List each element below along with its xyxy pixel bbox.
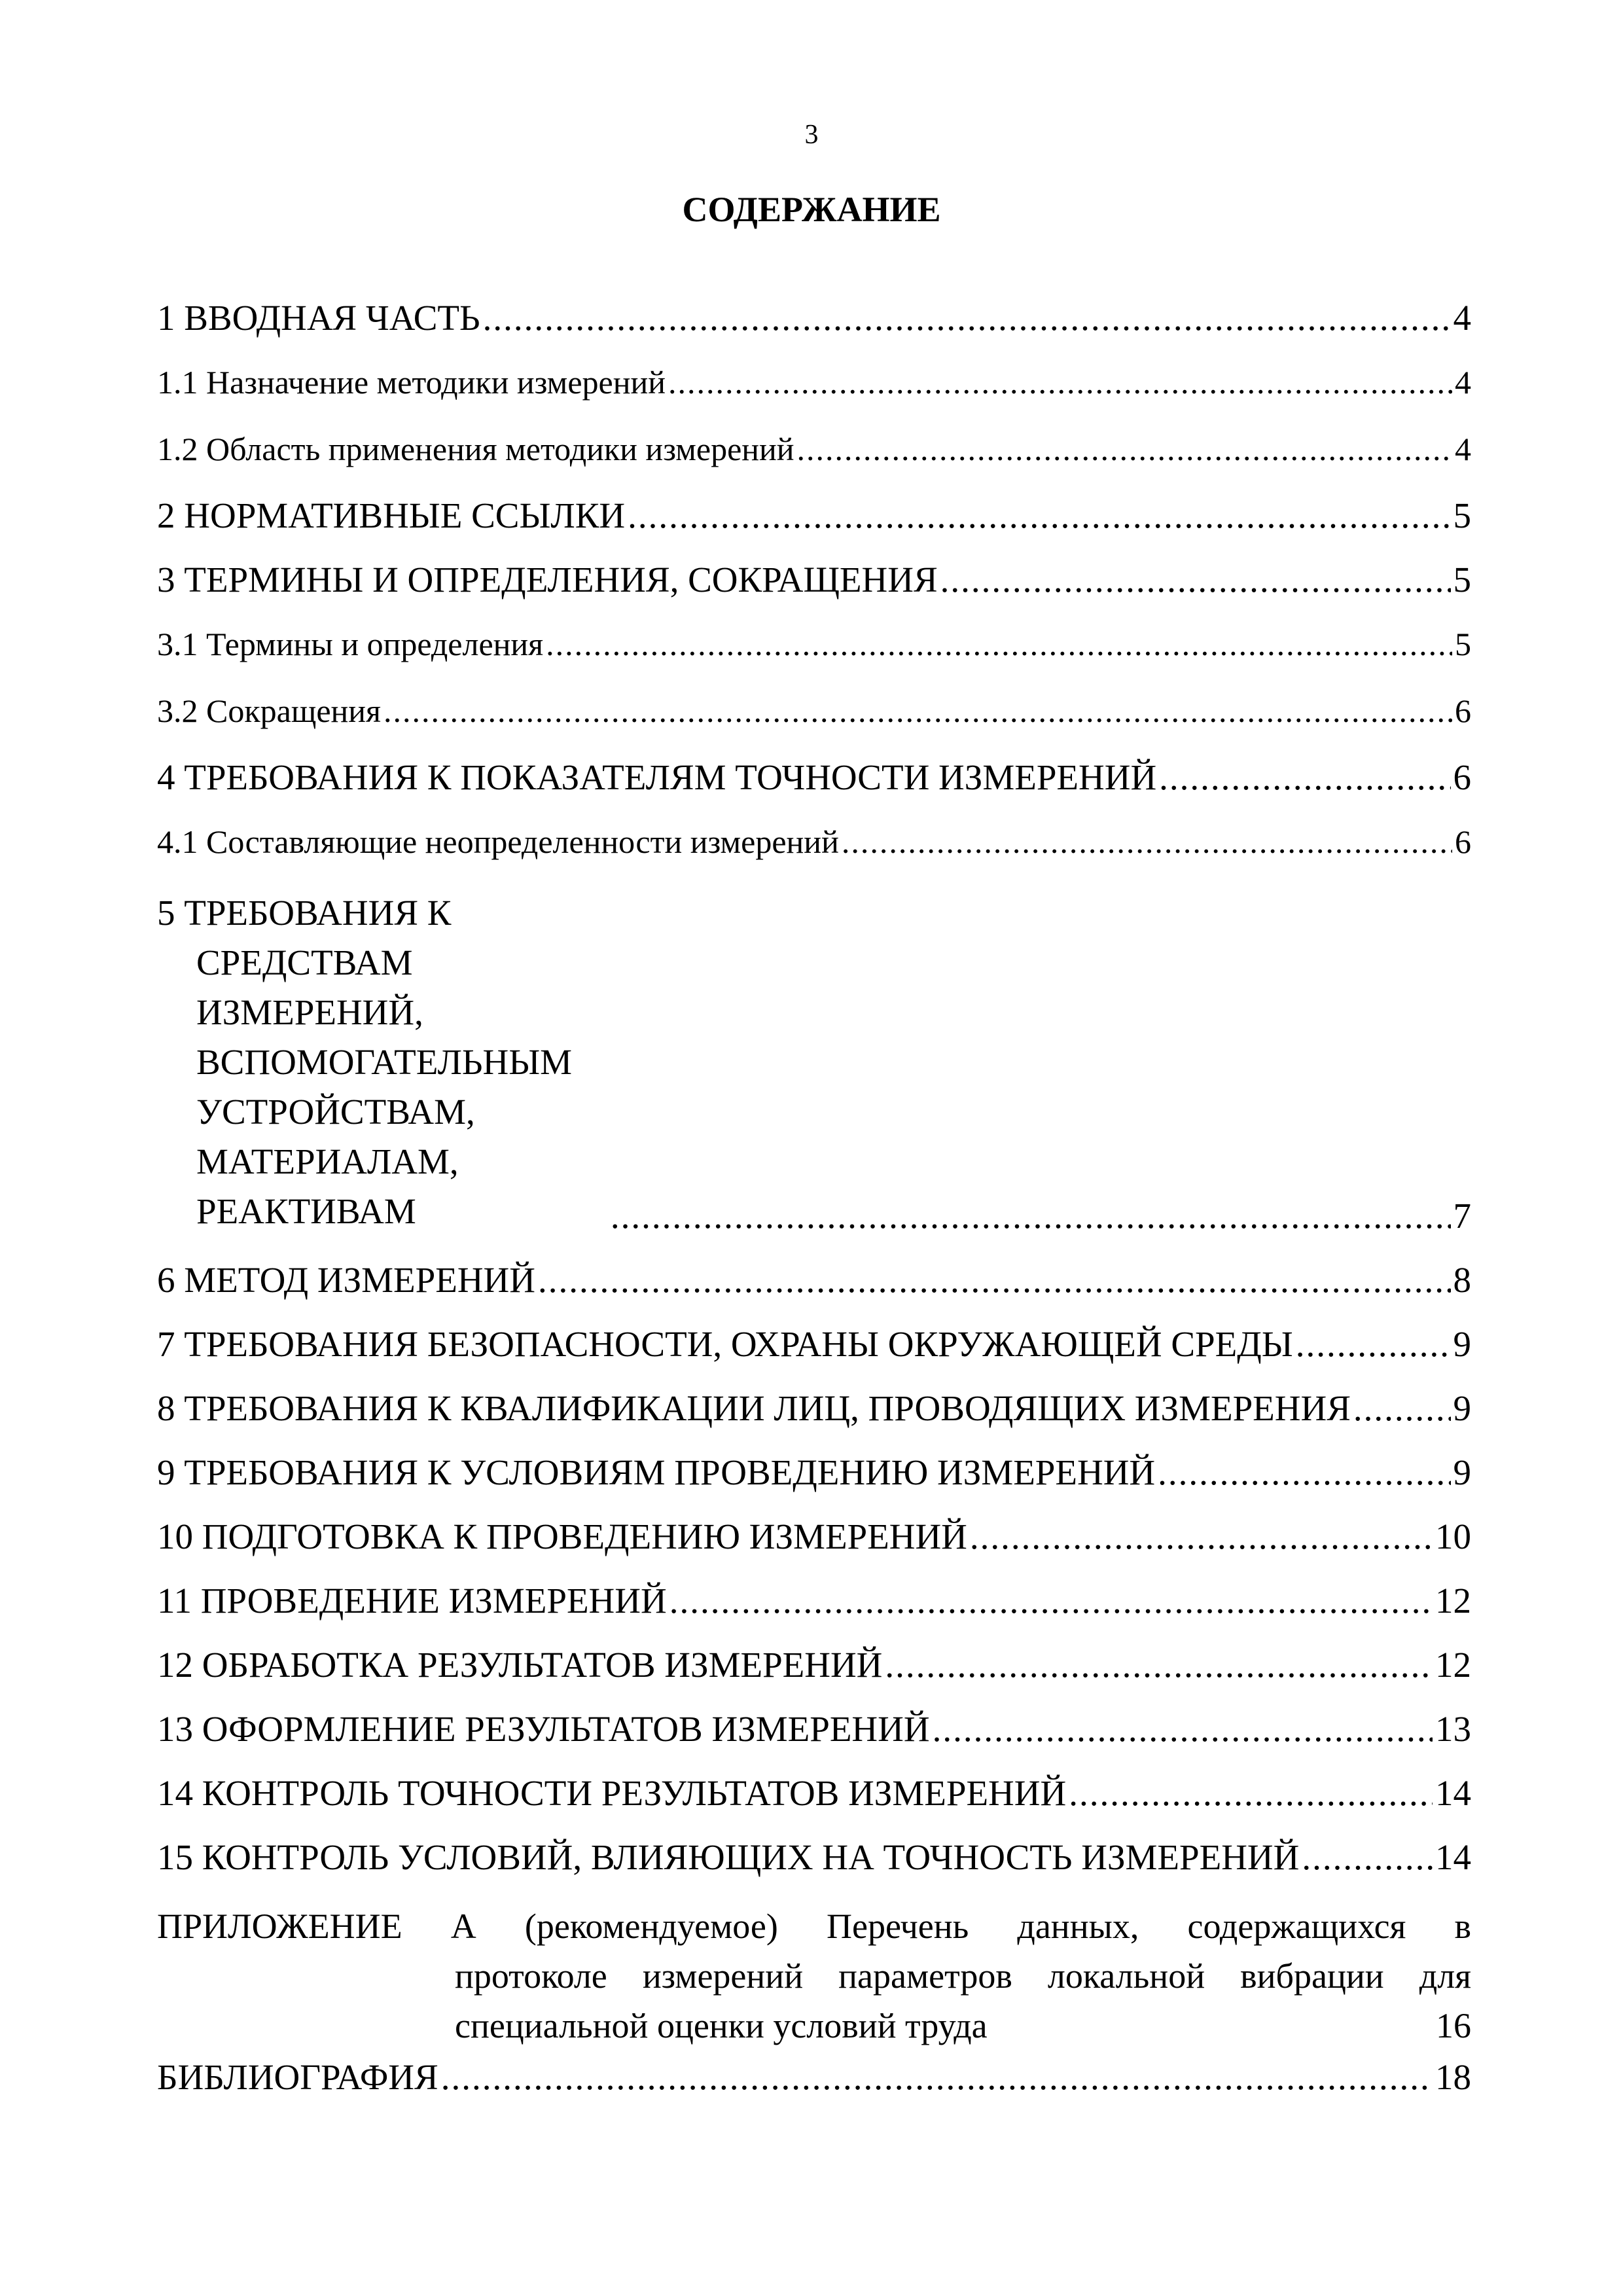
page-number: 3 [804,120,819,150]
toc-entry-title: 11 ПРОВЕДЕНИЕ ИЗМЕРЕНИЙ [157,1581,667,1621]
toc-entry-title: 10 ПОДГОТОВКА К ПРОВЕДЕНИЮ ИЗМЕРЕНИЙ [157,1516,967,1556]
dot-leader [1302,1837,1433,1878]
toc-entry-title: 15 КОНТРОЛЬ УСЛОВИЙ, ВЛИЯЮЩИХ НА ТОЧНОСТЬ ИЗМЕРЕНИЙ [157,1837,1300,1877]
toc-entry-page: 6 [1453,757,1471,797]
toc-entry-page: 6 [1455,823,1471,860]
toc-entry-page: 13 [1435,1709,1471,1749]
toc-entry-10[interactable] [157,1516,1471,1557]
toc-entry-11[interactable] [157,1581,1471,1621]
toc-entry-page: 8 [1453,1260,1471,1300]
toc-entry-page: 14 [1435,1773,1471,1813]
toc-entry-5[interactable] [157,888,1471,1236]
dot-leader [1159,757,1450,798]
dot-leader [970,1516,1433,1557]
toc-entry-bibliography[interactable] [157,2057,1471,2098]
dot-leader [668,362,1452,403]
toc-entry-title: 3 ТЕРМИНЫ И ОПРЕДЕЛЕНИЯ, СОКРАЩЕНИЯ [157,560,938,600]
toc-entry-title: 1 ВВОДНАЯ ЧАСТЬ [157,298,480,338]
toc-entry-6[interactable] [157,1260,1471,1300]
toc-entry-4-1[interactable] [157,821,1471,862]
toc-entry-title: 14 КОНТРОЛЬ ТОЧНОСТИ РЕЗУЛЬТАТОВ ИЗМЕРЕНИЙ [157,1773,1067,1813]
dot-leader [797,429,1452,469]
toc-entry-title: 1.2 Область применения методики измерений [157,431,794,467]
toc-entry-page: 9 [1453,1452,1471,1492]
toc-entry-title: 12 ОБРАБОТКА РЕЗУЛЬТАТОВ ИЗМЕРЕНИЙ [157,1645,883,1685]
toc-entry-page: 5 [1453,560,1471,600]
toc-entry-page: 12 [1435,1581,1471,1621]
toc-entry-page: 7 [1453,1196,1471,1236]
dot-leader [538,1260,1451,1300]
toc-entry-page: 16 [1436,2006,1471,2045]
toc-entry-title: БИБЛИОГРАФИЯ [157,2057,438,2097]
toc-entry-14[interactable] [157,1773,1471,1814]
toc-entry-page: 9 [1453,1324,1471,1364]
toc-entry-page: 12 [1435,1645,1471,1685]
toc-entry-appendix-a[interactable] [157,1901,1471,2051]
toc-entry-title: 13 ОФОРМЛЕНИЕ РЕЗУЛЬТАТОВ ИЗМЕРЕНИЙ [157,1709,930,1749]
dot-leader [546,624,1452,664]
toc-entry-15[interactable] [157,1837,1471,1878]
dot-leader [1158,1452,1450,1493]
dot-leader [628,495,1450,536]
toc-entry-3[interactable] [157,560,1471,600]
toc-entry-title: 3.2 Сокращения [157,692,382,729]
dot-leader [933,1709,1433,1749]
appendix-line-3: специальной оценки условий труда [455,2006,988,2045]
toc-entry-title: 2 НОРМАТИВНЫЕ ССЫЛКИ [157,495,626,535]
toc-entry-page: 10 [1435,1516,1471,1556]
toc-entry-9[interactable] [157,1452,1471,1493]
dot-leader [842,821,1452,862]
toc-entry-page: 4 [1453,298,1471,338]
dot-leader [885,1645,1433,1685]
toc-entry-page: 18 [1435,2057,1471,2097]
toc-entry-title: 4 ТРЕБОВАНИЯ К ПОКАЗАТЕЛЯМ ТОЧНОСТИ ИЗМЕРЕНИЙ [157,757,1157,797]
toc-title: СОДЕРЖАНИЕ [682,190,941,229]
toc-entry-page: 5 [1455,626,1471,662]
toc-entry-title: 6 МЕТОД ИЗМЕРЕНИЙ [157,1260,535,1300]
toc-entry-title: 3.1 Термины и определения [157,626,544,662]
appendix-line-1: ПРИЛОЖЕНИЕ А (рекомендуемое) Перечень данных, содержащихся в [157,1907,1471,1946]
toc-entry-4[interactable] [157,757,1471,798]
dot-leader [940,560,1451,600]
toc-entry-7[interactable] [157,1324,1471,1365]
toc-entry-3-1[interactable] [157,624,1471,664]
toc-entry-title: 5 ТРЕБОВАНИЯ К СРЕДСТВАМ ИЗМЕРЕНИЙ, ВСПОМОГАТЕЛЬНЫМ УСТРОЙСТВАМ, МАТЕРИАЛАМ, РЕАКТИВАМ [157,893,573,1231]
toc-entry-3-2[interactable] [157,691,1471,731]
dot-leader [669,1581,1433,1621]
toc-entry-page: 9 [1453,1388,1471,1428]
appendix-line-2: протоколе измерений параметров локальной вибрации для [455,1956,1471,1996]
dot-leader [383,691,1452,731]
dot-leader [441,2057,1433,2098]
toc-entry-page: 6 [1455,692,1471,729]
toc-entry-title: 7 ТРЕБОВАНИЯ БЕЗОПАСНОСТИ, ОХРАНЫ ОКРУЖАЮЩЕЙ СРЕДЫ [157,1324,1293,1364]
dot-leader [483,298,1451,338]
toc-entry-2[interactable] [157,495,1471,536]
dot-leader [1069,1773,1433,1814]
toc-entry-page: 4 [1455,364,1471,401]
toc-entry-8[interactable] [157,1388,1471,1429]
dot-leader [611,1196,1451,1236]
toc-entry-13[interactable] [157,1709,1471,1749]
toc-entry-page: 14 [1435,1837,1471,1877]
table-of-contents [157,298,1471,2121]
toc-entry-title: 8 ТРЕБОВАНИЯ К КВАЛИФИКАЦИИ ЛИЦ, ПРОВОДЯЩИХ ИЗМЕРЕНИЯ [157,1388,1351,1428]
toc-entry-12[interactable] [157,1645,1471,1685]
toc-entry-title: 9 ТРЕБОВАНИЯ К УСЛОВИЯМ ПРОВЕДЕНИЮ ИЗМЕРЕНИЙ [157,1452,1156,1492]
toc-entry-1-1[interactable] [157,362,1471,403]
toc-entry-1[interactable] [157,298,1471,338]
toc-entry-page: 5 [1453,495,1471,535]
dot-leader [1353,1388,1451,1429]
dot-leader [1296,1324,1451,1365]
toc-entry-title: 4.1 Составляющие неопределенности измерений [157,823,839,860]
toc-entry-page: 4 [1455,431,1471,467]
toc-entry-title: 1.1 Назначение методики измерений [157,364,666,401]
toc-entry-1-2[interactable] [157,429,1471,469]
